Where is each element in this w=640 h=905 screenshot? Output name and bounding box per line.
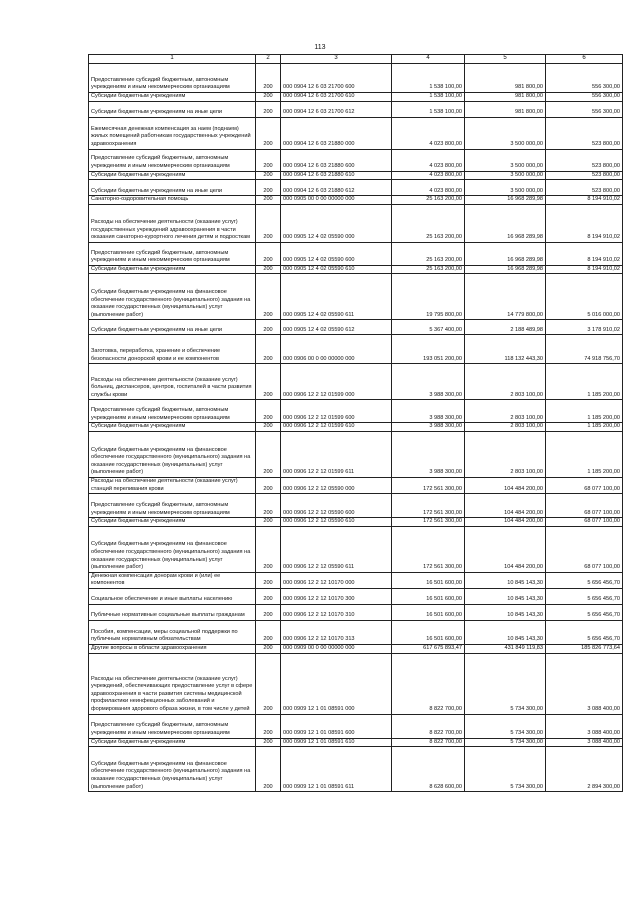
row-name: Предоставление субсидий бюджетным, автономным учреждениям и иным некоммерческим организациям: [89, 494, 256, 518]
row-remaining: 3 178 910,02: [546, 320, 623, 335]
row-approved: 1 538 100,00: [392, 101, 465, 117]
row-approved: 4 023 800,00: [392, 180, 465, 196]
row-remaining: 523 800,00: [546, 180, 623, 196]
row-executed: 5 734 300,00: [465, 747, 546, 792]
row-budget-code: 000 0909 12 1 01 08591 610: [281, 738, 392, 747]
row-remaining: 523 800,00: [546, 171, 623, 180]
row-approved: 5 367 400,00: [392, 320, 465, 335]
table-row: [89, 714, 623, 738]
row-name: Пособия, компенсации, меры социальной поддержки по публичным нормативным обязательствам: [89, 620, 256, 644]
header-row: [89, 55, 623, 64]
row-budget-code: 000 0905 12 4 02 05590 611: [281, 274, 392, 320]
row-admin-code: 200: [256, 204, 281, 242]
row-approved: 3 988 300,00: [392, 423, 465, 432]
row-name: Субсидии бюджетным учреждениям: [89, 93, 256, 102]
row-budget-code: 000 0904 12 6 03 21880 600: [281, 149, 392, 171]
row-name: Заготовка, переработка, хранение и обеспечение безопасности донорской крови и ее компонентов: [89, 335, 256, 364]
row-admin-code: 200: [256, 242, 281, 265]
row-remaining: 2 894 300,00: [546, 747, 623, 792]
row-approved: 3 988 300,00: [392, 364, 465, 400]
row-executed: 5 734 300,00: [465, 738, 546, 747]
row-budget-code: 000 0906 00 0 00 00000 000: [281, 335, 392, 364]
row-remaining: 3 088 400,00: [546, 653, 623, 714]
row-admin-code: 200: [256, 64, 281, 93]
table-row: [89, 526, 623, 572]
table-row: [89, 180, 623, 196]
table-row: [89, 265, 623, 274]
table-row: [89, 604, 623, 620]
table-row: [89, 101, 623, 117]
table-header: [89, 55, 623, 64]
row-name: Предоставление субсидий бюджетным, автономным учреждениям и иным некоммерческим организациям: [89, 714, 256, 738]
row-name: Субсидии бюджетным учреждениям на финансовое обеспечение государственного (муниципального) задания на оказание государственных (муниципальных) услуг (выполнение работ): [89, 747, 256, 792]
row-executed: 3 500 000,00: [465, 180, 546, 196]
row-name: Субсидии бюджетным учреждениям на иные цели: [89, 320, 256, 335]
row-budget-code: 000 0904 12 6 03 21880 610: [281, 171, 392, 180]
row-budget-code: 000 0909 12 1 01 08591 000: [281, 653, 392, 714]
table-row: [89, 204, 623, 242]
row-admin-code: 200: [256, 117, 281, 149]
table-row: [89, 320, 623, 335]
table-row: [89, 171, 623, 180]
row-budget-code: 000 0904 12 6 03 21700 612: [281, 101, 392, 117]
row-executed: 10 845 143,30: [465, 572, 546, 588]
row-executed: 16 968 289,98: [465, 204, 546, 242]
row-approved: 16 501 600,00: [392, 604, 465, 620]
table-row: [89, 335, 623, 364]
row-admin-code: 200: [256, 653, 281, 714]
table-row: [89, 477, 623, 493]
row-executed: 3 500 000,00: [465, 117, 546, 149]
table-body: [89, 64, 623, 792]
row-name: Санаторно-оздоровительная помощь: [89, 196, 256, 205]
row-remaining: 68 077 100,00: [546, 494, 623, 518]
table-row: [89, 588, 623, 604]
row-executed: 16 968 289,98: [465, 196, 546, 205]
row-remaining: 5 656 456,70: [546, 572, 623, 588]
row-executed: 3 500 000,00: [465, 171, 546, 180]
row-budget-code: 000 0906 12 2 12 05590 600: [281, 494, 392, 518]
row-executed: 104 484 200,00: [465, 526, 546, 572]
row-budget-code: 000 0904 12 6 03 21880 612: [281, 180, 392, 196]
row-remaining: 1 185 200,00: [546, 431, 623, 477]
row-remaining: 5 656 456,70: [546, 604, 623, 620]
row-budget-code: 000 0905 12 4 02 05590 600: [281, 242, 392, 265]
row-admin-code: 200: [256, 149, 281, 171]
row-budget-code: 000 0905 00 0 00 00000 000: [281, 196, 392, 205]
row-admin-code: 200: [256, 335, 281, 364]
row-admin-code: 200: [256, 518, 281, 527]
row-admin-code: 200: [256, 274, 281, 320]
row-remaining: 1 185 200,00: [546, 400, 623, 423]
row-executed: 2 188 489,98: [465, 320, 546, 335]
header-col-4: 4: [392, 55, 465, 64]
row-remaining: 8 194 910,02: [546, 242, 623, 265]
row-admin-code: 200: [256, 572, 281, 588]
row-budget-code: 000 0909 00 0 00 00000 000: [281, 644, 392, 653]
row-admin-code: 200: [256, 644, 281, 653]
table-row: [89, 572, 623, 588]
row-admin-code: 200: [256, 320, 281, 335]
row-executed: 16 968 289,98: [465, 242, 546, 265]
row-admin-code: 200: [256, 738, 281, 747]
row-remaining: 556 300,00: [546, 93, 623, 102]
row-executed: 16 968 289,98: [465, 265, 546, 274]
table-row: [89, 644, 623, 653]
row-remaining: 523 800,00: [546, 149, 623, 171]
row-remaining: 8 194 910,02: [546, 265, 623, 274]
row-executed: 2 803 100,00: [465, 364, 546, 400]
row-approved: 172 561 300,00: [392, 518, 465, 527]
row-admin-code: 200: [256, 477, 281, 493]
row-name: Субсидии бюджетным учреждениям: [89, 171, 256, 180]
row-name: Предоставление субсидий бюджетным, автономным учреждениям и иным некоммерческим организациям: [89, 149, 256, 171]
row-remaining: 68 077 100,00: [546, 518, 623, 527]
row-admin-code: 200: [256, 588, 281, 604]
row-budget-code: 000 0905 12 4 02 05590 000: [281, 204, 392, 242]
row-executed: 981 800,00: [465, 64, 546, 93]
row-remaining: 1 185 200,00: [546, 423, 623, 432]
row-approved: 1 538 100,00: [392, 64, 465, 93]
row-approved: 25 163 200,00: [392, 242, 465, 265]
row-budget-code: 000 0906 12 2 12 05590 610: [281, 518, 392, 527]
row-name: Субсидии бюджетным учреждениям на иные цели: [89, 180, 256, 196]
row-approved: 3 988 300,00: [392, 400, 465, 423]
row-budget-code: 000 0906 12 2 12 10170 300: [281, 588, 392, 604]
row-remaining: 74 918 756,70: [546, 335, 623, 364]
table-row: [89, 431, 623, 477]
row-approved: 172 561 300,00: [392, 494, 465, 518]
row-budget-code: 000 0906 12 2 12 10170 310: [281, 604, 392, 620]
table-row: [89, 93, 623, 102]
row-remaining: 5 656 456,70: [546, 620, 623, 644]
row-approved: 8 822 700,00: [392, 738, 465, 747]
row-name: Субсидии бюджетным учреждениям на финансовое обеспечение государственного (муниципального) задания на оказание государственных (муниципальных) услуг (выполнение работ): [89, 431, 256, 477]
row-admin-code: 200: [256, 526, 281, 572]
row-name: Расходы на обеспечение деятельности (оказание услуг) учреждений, обеспечивающих предоставление услуг в сфере здравоохранения в части развития системы медицинской профилактики неинфекционных заболеваний и формирования здорового образа жизни, в том числе у детей: [89, 653, 256, 714]
row-name: Расходы на обеспечение деятельности (оказание услуг) государственных учреждений здравоохранения в части оказания санаторно-курортного лечения детям и подросткам: [89, 204, 256, 242]
table-row: [89, 653, 623, 714]
row-approved: 4 023 800,00: [392, 117, 465, 149]
row-admin-code: 200: [256, 265, 281, 274]
row-executed: 2 803 100,00: [465, 423, 546, 432]
table-row: [89, 196, 623, 205]
table-row: [89, 494, 623, 518]
row-name: Предоставление субсидий бюджетным, автономным учреждениям и иным некоммерческим организациям: [89, 64, 256, 93]
row-admin-code: 200: [256, 101, 281, 117]
row-remaining: 68 077 100,00: [546, 526, 623, 572]
row-name: Другие вопросы в области здравоохранения: [89, 644, 256, 653]
row-budget-code: 000 0904 12 6 03 21700 610: [281, 93, 392, 102]
row-name: Субсидии бюджетным учреждениям: [89, 265, 256, 274]
row-approved: 1 538 100,00: [392, 93, 465, 102]
table-row: [89, 423, 623, 432]
row-admin-code: 200: [256, 431, 281, 477]
table-row: [89, 149, 623, 171]
row-approved: 16 501 600,00: [392, 588, 465, 604]
row-remaining: 523 800,00: [546, 117, 623, 149]
row-name: Денежная компенсация донорам крови и (или) ее компонентов: [89, 572, 256, 588]
row-executed: 981 800,00: [465, 93, 546, 102]
row-admin-code: 200: [256, 494, 281, 518]
row-approved: 4 023 800,00: [392, 171, 465, 180]
row-admin-code: 200: [256, 180, 281, 196]
row-remaining: 1 185 200,00: [546, 364, 623, 400]
row-approved: 25 163 200,00: [392, 204, 465, 242]
row-name: Публичные нормативные социальные выплаты гражданам: [89, 604, 256, 620]
row-admin-code: 200: [256, 196, 281, 205]
row-executed: 118 132 443,30: [465, 335, 546, 364]
row-remaining: 3 088 400,00: [546, 714, 623, 738]
row-executed: 10 845 143,30: [465, 604, 546, 620]
header-col-3: 3: [281, 55, 392, 64]
row-budget-code: 000 0906 12 2 12 05590 000: [281, 477, 392, 493]
row-name: Субсидии бюджетным учреждениям: [89, 423, 256, 432]
row-name: Ежемесячная денежная компенсация за наем (поднаем) жилых помещений работникам государственных учреждений здравоохранения: [89, 117, 256, 149]
row-admin-code: 200: [256, 400, 281, 423]
row-approved: 8 822 700,00: [392, 714, 465, 738]
row-executed: 2 803 100,00: [465, 431, 546, 477]
row-approved: 193 051 200,00: [392, 335, 465, 364]
row-remaining: 68 077 100,00: [546, 477, 623, 493]
row-name: Расходы на обеспечение деятельности (оказание услуг) больниц, диспансеров, центров, госпиталей в части развития службы крови: [89, 364, 256, 400]
row-approved: 16 501 600,00: [392, 572, 465, 588]
row-approved: 19 795 800,00: [392, 274, 465, 320]
row-budget-code: 000 0906 12 2 12 10170 313: [281, 620, 392, 644]
row-admin-code: 200: [256, 364, 281, 400]
row-budget-code: 000 0909 12 1 01 08591 611: [281, 747, 392, 792]
row-approved: 8 822 700,00: [392, 653, 465, 714]
row-approved: 172 561 300,00: [392, 477, 465, 493]
header-col-2: 2: [256, 55, 281, 64]
row-remaining: 8 194 910,02: [546, 204, 623, 242]
row-executed: 5 734 300,00: [465, 714, 546, 738]
row-budget-code: 000 0906 12 2 12 05590 611: [281, 526, 392, 572]
table-row: [89, 620, 623, 644]
row-executed: 3 500 000,00: [465, 149, 546, 171]
row-budget-code: 000 0905 12 4 02 05590 610: [281, 265, 392, 274]
table-row: [89, 364, 623, 400]
row-approved: 617 675 893,47: [392, 644, 465, 653]
row-budget-code: 000 0906 12 2 12 10170 000: [281, 572, 392, 588]
row-name: Предоставление субсидий бюджетным, автономным учреждениям и иным некоммерческим организациям: [89, 400, 256, 423]
row-approved: 172 561 300,00: [392, 526, 465, 572]
row-remaining: 556 300,00: [546, 101, 623, 117]
header-col-6: 6: [546, 55, 623, 64]
row-executed: 2 803 100,00: [465, 400, 546, 423]
row-budget-code: 000 0906 12 2 12 01599 610: [281, 423, 392, 432]
row-remaining: 5 016 000,00: [546, 274, 623, 320]
row-executed: 104 484 200,00: [465, 494, 546, 518]
table-row: [89, 518, 623, 527]
page-number: 113: [314, 44, 326, 51]
row-remaining: 8 194 910,02: [546, 196, 623, 205]
table-row: [89, 400, 623, 423]
row-admin-code: 200: [256, 714, 281, 738]
row-approved: 25 163 200,00: [392, 196, 465, 205]
row-admin-code: 200: [256, 171, 281, 180]
row-executed: 10 845 143,30: [465, 620, 546, 644]
row-name: Субсидии бюджетным учреждениям на финансовое обеспечение государственного (муниципального) задания на оказание государственных (муниципальных) услуг (выполнение работ): [89, 526, 256, 572]
row-executed: 104 484 200,00: [465, 477, 546, 493]
row-approved: 4 023 800,00: [392, 149, 465, 171]
row-budget-code: 000 0904 12 6 03 21880 000: [281, 117, 392, 149]
row-budget-code: 000 0906 12 2 12 01599 611: [281, 431, 392, 477]
row-executed: 981 800,00: [465, 101, 546, 117]
row-name: Субсидии бюджетным учреждениям на финансовое обеспечение государственного (муниципального) задания на оказание государственных (муниципальных) услуг (выполнение работ): [89, 274, 256, 320]
row-remaining: 556 300,00: [546, 64, 623, 93]
row-name: Субсидии бюджетным учреждениям: [89, 738, 256, 747]
row-budget-code: 000 0906 12 2 12 01599 600: [281, 400, 392, 423]
row-budget-code: 000 0904 12 6 03 21700 600: [281, 64, 392, 93]
row-budget-code: 000 0905 12 4 02 05590 612: [281, 320, 392, 335]
row-executed: 5 734 300,00: [465, 653, 546, 714]
row-approved: 8 628 600,00: [392, 747, 465, 792]
row-approved: 3 988 300,00: [392, 431, 465, 477]
header-col-1: 1: [89, 55, 256, 64]
row-executed: 10 845 143,30: [465, 588, 546, 604]
table-row: [89, 747, 623, 792]
row-admin-code: 200: [256, 747, 281, 792]
row-remaining: 185 826 773,64: [546, 644, 623, 653]
table-row: [89, 242, 623, 265]
row-admin-code: 200: [256, 620, 281, 644]
row-name: Расходы на обеспечение деятельности (оказание услуг) станций переливания крови: [89, 477, 256, 493]
row-name: Субсидии бюджетным учреждениям: [89, 518, 256, 527]
row-admin-code: 200: [256, 423, 281, 432]
row-executed: 431 849 119,83: [465, 644, 546, 653]
table-row: [89, 738, 623, 747]
row-budget-code: 000 0906 12 2 12 01599 000: [281, 364, 392, 400]
row-remaining: 3 088 400,00: [546, 738, 623, 747]
header-col-5: 5: [465, 55, 546, 64]
row-approved: 25 163 200,00: [392, 265, 465, 274]
row-admin-code: 200: [256, 604, 281, 620]
row-budget-code: 000 0909 12 1 01 08591 600: [281, 714, 392, 738]
row-approved: 16 501 600,00: [392, 620, 465, 644]
row-remaining: 5 656 456,70: [546, 588, 623, 604]
budget-table: [88, 54, 623, 792]
table-row: [89, 117, 623, 149]
row-executed: 104 484 200,00: [465, 518, 546, 527]
table-row: [89, 64, 623, 93]
row-executed: 14 779 800,00: [465, 274, 546, 320]
row-name: Социальное обеспечение и иные выплаты населению: [89, 588, 256, 604]
row-name: Предоставление субсидий бюджетным, автономным учреждениям и иным некоммерческим организациям: [89, 242, 256, 265]
row-name: Субсидии бюджетным учреждениям на иные цели: [89, 101, 256, 117]
table-row: [89, 274, 623, 320]
row-admin-code: 200: [256, 93, 281, 102]
